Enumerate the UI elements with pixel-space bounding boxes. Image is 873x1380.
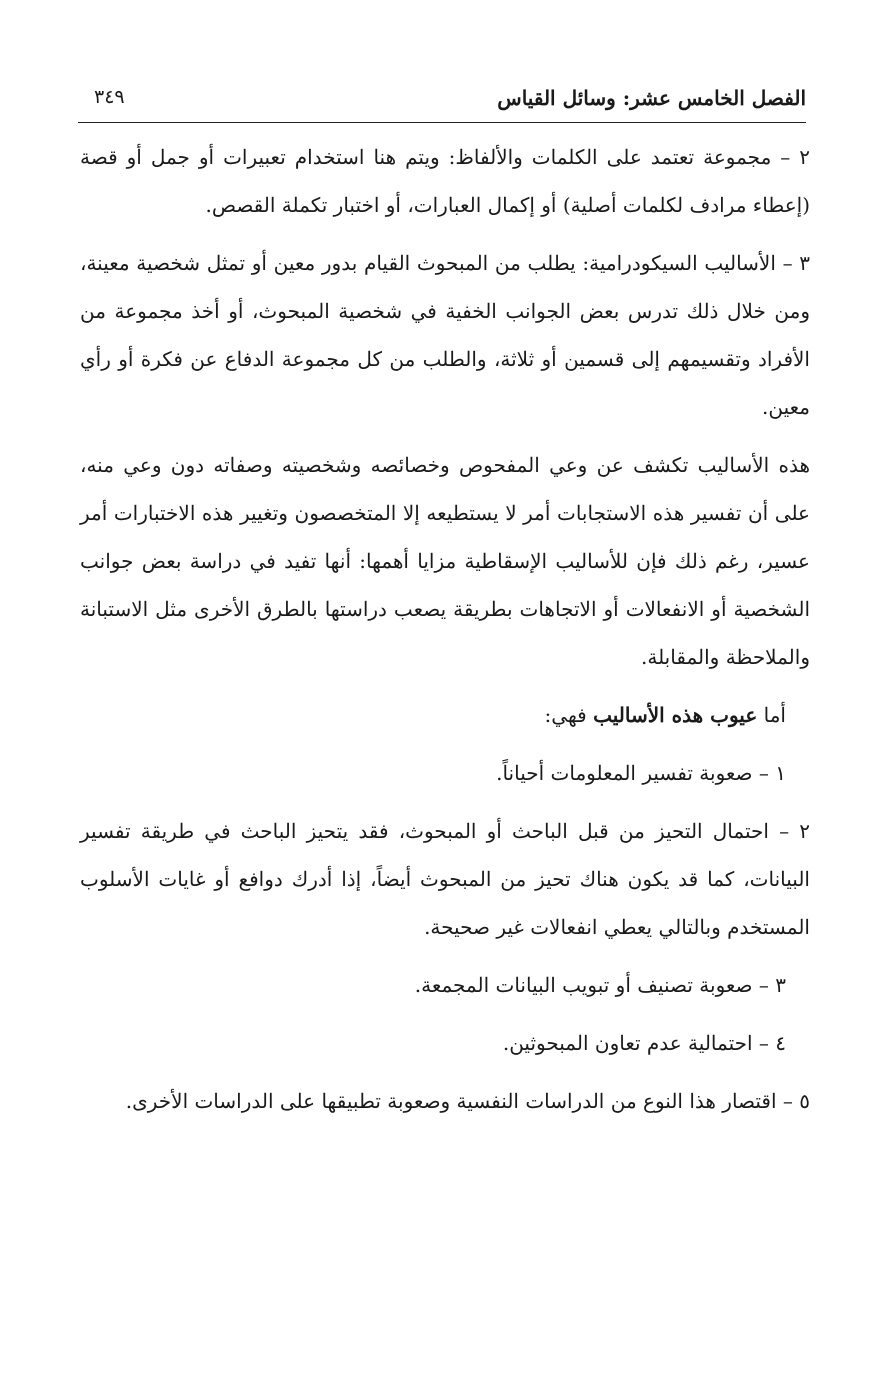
heading-prefix: أما: [757, 703, 786, 727]
heading-bold: عيوب هذه الأساليب: [593, 703, 758, 727]
list-item-3: ٣ – صعوبة تصنيف أو تبويب البيانات المجمعة.: [414, 973, 786, 997]
header-rule: [78, 122, 806, 123]
paragraph-words-methods: ٢ – مجموعة تعتمد على الكلمات والألفاظ: ويتم هنا استخدام تعبيرات أو جمل أو قصة (إعطاء مرادف لكلمات أصلية) أو إكمال العبارات، أو اختبار تكملة القصص.: [80, 145, 810, 217]
chapter-title: الفصل الخامس عشر: وسائل القياس: [497, 86, 806, 110]
disadvantages-heading: [80, 691, 810, 739]
running-header: [78, 82, 806, 122]
list-item-2: ٢ – احتمال التحيز من قبل الباحث أو المبحوث، فقد يتحيز الباحث في طريقة تفسير البيانات، كما قد يكون هناك تحيز من المبحوث أيضاً، إذا أدرك دوافع أو غايات الأسلوب المستخدم وبالتالي يعطي انفعالات غير صحيحة.: [80, 819, 810, 939]
list-item-4: ٤ – احتمالية عدم تعاون المبحوثين.: [502, 1031, 786, 1055]
list-item-1: ١ – صعوبة تفسير المعلومات أحياناً.: [496, 761, 786, 785]
heading-suffix: فهي:: [544, 703, 594, 727]
page-number: ٣٤٩: [94, 86, 125, 108]
list-item-5: ٥ – اقتصار هذا النوع من الدراسات النفسية وصعوبة تطبيقها على الدراسات الأخرى.: [125, 1089, 810, 1113]
paragraph-psychodrama-methods: ٣ – الأساليب السيكودرامية: يطلب من المبحوث القيام بدور معين أو تمثل شخصية معينة، ومن خلال ذلك تدرس بعض الجوانب الخفية في شخصية المبحوث، أو أخذ مجموعة من الأفراد وتقسيمهم إلى قسمين أو ثلاثة، والطلب من كل مجموعة الدفاع عن فكرة أو رأي معين.: [80, 251, 810, 419]
paragraph-advantages: هذه الأساليب تكشف عن وعي المفحوص وخصائصه وشخصيته وصفاته دون وعي منه، على أن تفسير هذه الاستجابات أمر لا يستطيعه إلا المتخصصون وتغيير هذه الاختبارات أمر عسير، رغم ذلك فإن للأساليب الإسقاطية مزايا أهمها: أنها تفيد في دراسة بعض جوانب الشخصية أو الانفعالات أو الاتجاهات بطريقة يصعب دراستها بالطرق الأخرى مثل الاستبانة والملاحظة والمقابلة.: [80, 453, 810, 669]
page-body: [80, 133, 810, 1135]
